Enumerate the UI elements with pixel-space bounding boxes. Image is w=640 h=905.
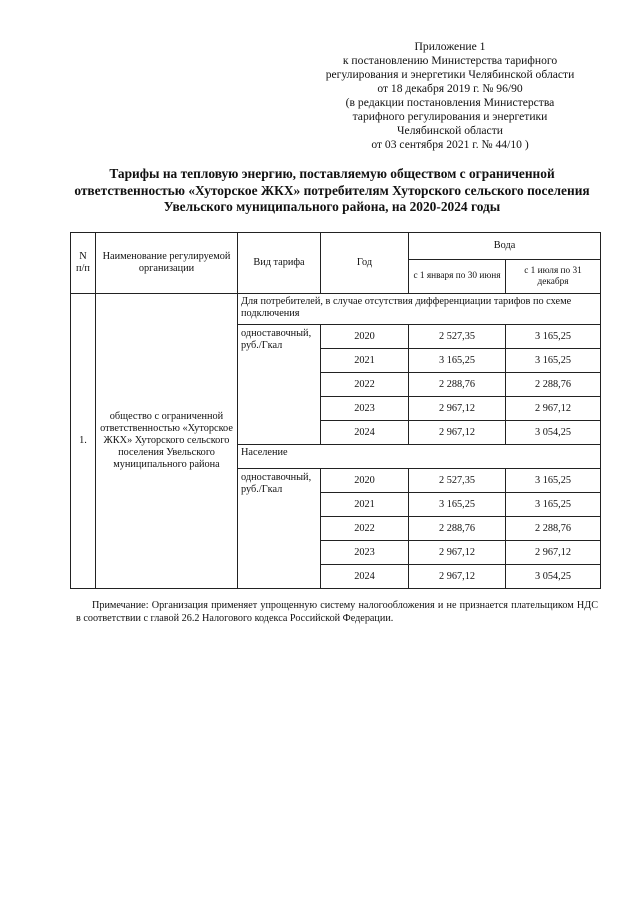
tariff-value-h1: 3 165,25 — [409, 349, 506, 373]
header-period-first-half: с 1 января по 30 июня — [409, 260, 506, 294]
appendix-header — [300, 40, 600, 152]
header-period-second-half: с 1 июля по 31 декабря — [506, 260, 601, 294]
header-line: Приложение 1 — [414, 40, 486, 53]
tariff-value-h1: 2 967,12 — [409, 541, 506, 565]
footnote: Примечание: Организация применяет упрощенную систему налогообложения и не признается плательщиком НДС в соответствии с главой 26.2 Налогового кодекса Российской Федерации. — [76, 600, 598, 624]
year-cell: 2020 — [321, 469, 409, 493]
tariff-type-cell: одноставочный, руб./Гкал — [238, 469, 321, 589]
tariff-value-h1: 2 967,12 — [409, 565, 506, 589]
tariff-value-h1: 2 527,35 — [409, 325, 506, 349]
tariff-value-h1: 2 527,35 — [409, 469, 506, 493]
tariff-value-h2: 2 967,12 — [506, 541, 601, 565]
header-line: (в редакции постановления Министерства — [345, 96, 555, 109]
tariff-value-h1: 3 165,25 — [409, 493, 506, 517]
document-title: Тарифы на тепловую энергию, поставляемую обществом с ограниченной ответственностью «Хуторское ЖКХ» потребителям Хуторского сельского поселения Увельского муниципального района, на 2020-2024 годы — [74, 166, 590, 214]
header-tariff-type: Вид тарифа — [238, 233, 321, 294]
year-cell: 2024 — [321, 565, 409, 589]
tariff-value-h1: 2 288,76 — [409, 373, 506, 397]
year-cell: 2021 — [321, 493, 409, 517]
year-cell: 2023 — [321, 541, 409, 565]
organization-name: общество с ограниченной ответственностью «Хуторское ЖКХ» Хуторского сельского поселения Увельского муниципального района — [96, 294, 238, 589]
year-cell: 2020 — [321, 325, 409, 349]
year-cell: 2023 — [321, 397, 409, 421]
tariff-value-h2: 2 288,76 — [506, 373, 601, 397]
year-cell: 2022 — [321, 373, 409, 397]
header-organization: Наименование регулируемой организации — [96, 233, 238, 294]
tariff-value-h2: 3 054,25 — [506, 421, 601, 445]
tariff-value-h2: 3 165,25 — [506, 469, 601, 493]
header-num: N п/п — [71, 233, 96, 294]
consumer-group-title: Для потребителей, в случае отсутствия дифференциации тарифов по схеме подключения — [238, 294, 601, 325]
header-line: Челябинской области — [397, 124, 503, 137]
header-line: регулирования и энергетики Челябинской области — [325, 68, 575, 81]
year-cell: 2021 — [321, 349, 409, 373]
header-line: к постановлению Министерства тарифного — [342, 54, 558, 67]
header-year: Год — [321, 233, 409, 294]
year-cell: 2022 — [321, 517, 409, 541]
tariff-value-h1: 2 288,76 — [409, 517, 506, 541]
header-line: тарифного регулирования и энергетики — [352, 110, 548, 123]
tariff-value-h1: 2 967,12 — [409, 421, 506, 445]
tariff-type-cell: одноставочный, руб./Гкал — [238, 325, 321, 445]
row-number: 1. — [71, 294, 96, 589]
header-water-group: Вода — [409, 233, 601, 260]
tariff-value-h2: 3 054,25 — [506, 565, 601, 589]
tariff-value-h1: 2 967,12 — [409, 397, 506, 421]
year-cell: 2024 — [321, 421, 409, 445]
tariff-table — [70, 232, 601, 589]
tariff-value-h2: 3 165,25 — [506, 493, 601, 517]
tariff-value-h2: 3 165,25 — [506, 349, 601, 373]
tariff-value-h2: 2 288,76 — [506, 517, 601, 541]
header-line: от 03 сентября 2021 г. № 44/10 ) — [371, 138, 529, 151]
header-line: от 18 декабря 2019 г. № 96/90 — [377, 82, 523, 95]
consumer-group-title: Население — [238, 445, 601, 469]
tariff-value-h2: 2 967,12 — [506, 397, 601, 421]
tariff-value-h2: 3 165,25 — [506, 325, 601, 349]
